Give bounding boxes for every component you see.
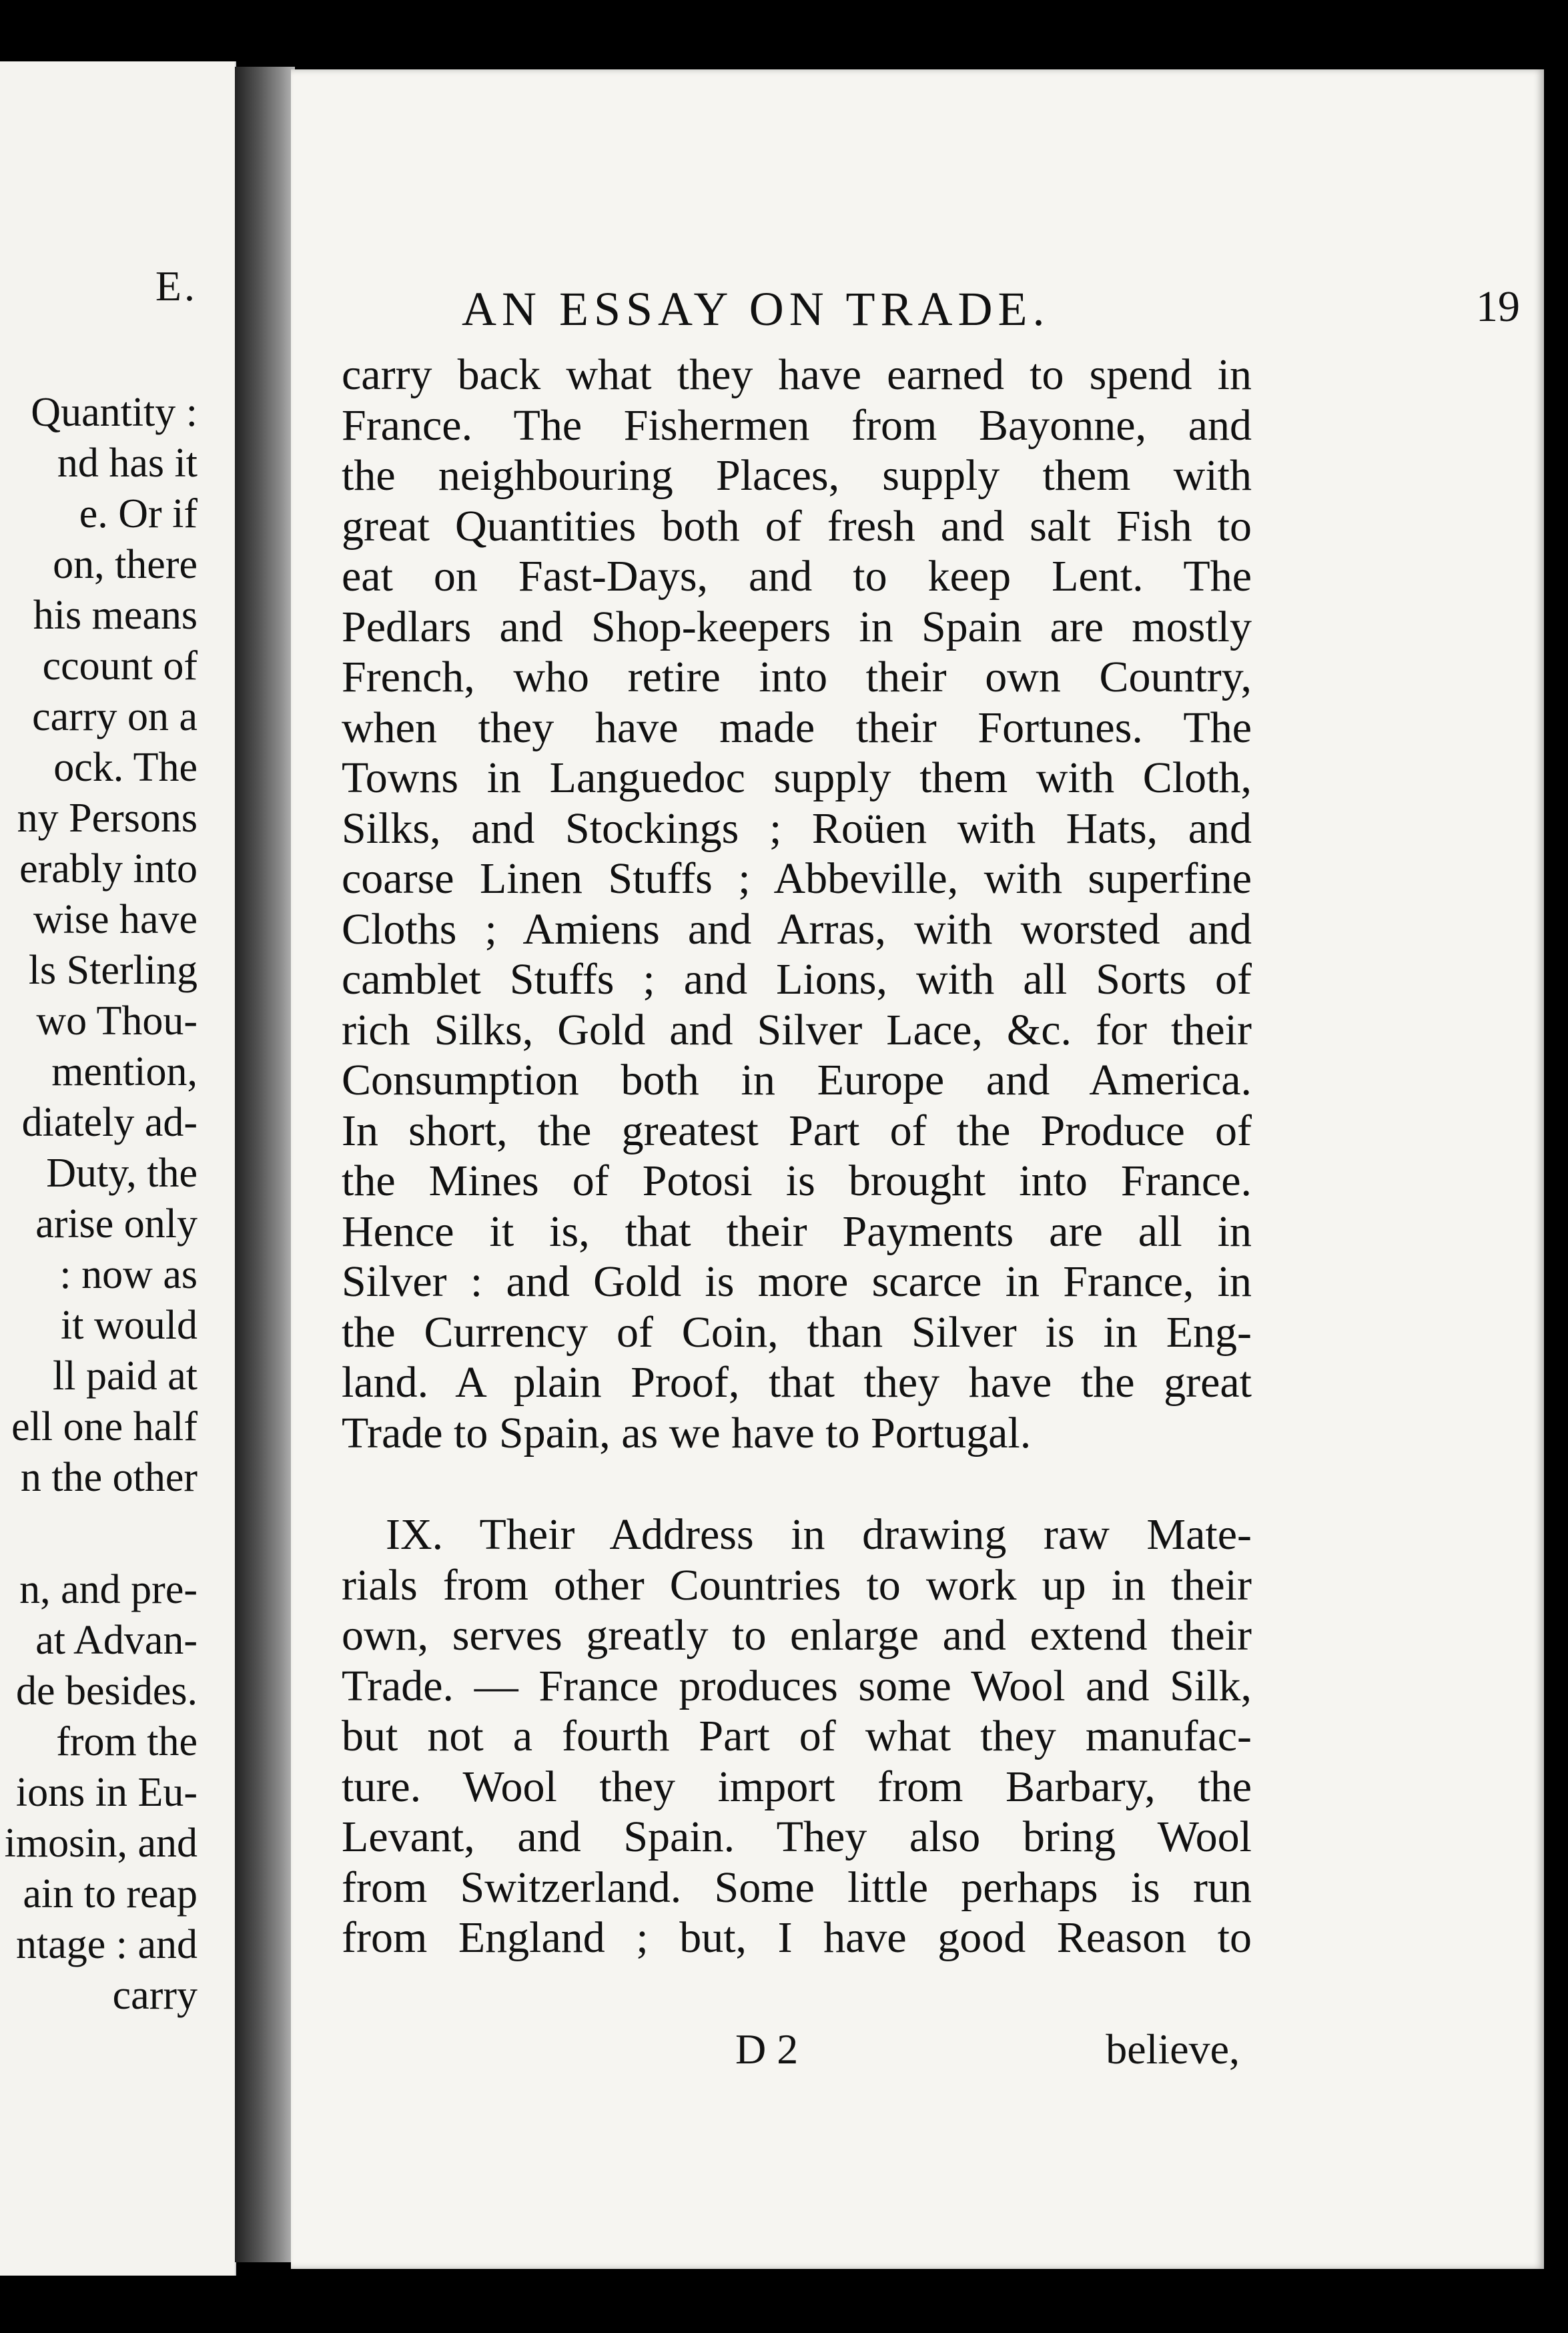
left-line: ock. The [53, 745, 198, 790]
signature-mark: D 2 [735, 2025, 799, 2073]
text-line: Trade. — France produces some Wool and Silk, [342, 1661, 1252, 1710]
left-catchword: carry [112, 1973, 198, 2018]
left-page-fragment [0, 61, 236, 2276]
text-line: Silver : and Gold is more scarce in France, in [342, 1257, 1252, 1306]
text-line: great Quantities both of fresh and salt Fish to [342, 501, 1252, 551]
left-line: diately ad- [21, 1100, 198, 1145]
text-line: Pedlars and Shop-keepers in Spain are mostly [342, 602, 1252, 651]
book-gutter [235, 67, 295, 2262]
left-line: n the other [20, 1455, 198, 1500]
text-line: Hence it is, that their Payments are all in [342, 1207, 1252, 1256]
left-line: Duty, the [46, 1150, 198, 1196]
text-line: from Switzerland. Some little perhaps is run [342, 1863, 1252, 1912]
text-line: coarse Linen Stuffs ; Abbeville, with superfine [342, 854, 1252, 903]
catchword: believe, [1106, 2025, 1240, 2073]
left-line: ls Sterling [28, 948, 198, 993]
left-line: ain to reap [23, 1871, 198, 1917]
text-line: ture. Wool they import from Barbary, the [342, 1762, 1252, 1811]
left-line: ll paid at [53, 1353, 198, 1399]
left-line: ccount of [42, 643, 198, 689]
text-line: Trade to Spain, as we have to Portugal. [342, 1408, 1032, 1457]
text-line: France. The Fishermen from Bayonne, and [342, 400, 1252, 450]
left-line: ntage : and [15, 1922, 198, 1967]
text-line: Cloths ; Amiens and Arras, with worsted and [342, 904, 1252, 954]
text-line: the neighbouring Places, supply them with [342, 451, 1252, 500]
left-line: arise only [35, 1201, 198, 1247]
left-line: his means [33, 593, 198, 638]
left-line: ions in Eu- [15, 1770, 198, 1815]
text-line: when they have made their Fortunes. The [342, 703, 1252, 752]
text-line: Levant, and Spain. They also bring Wool [342, 1812, 1252, 1861]
left-line: from the [56, 1719, 198, 1764]
left-line: on, there [53, 542, 198, 587]
body-text [342, 350, 1252, 1963]
text-line: eat on Fast-Days, and to keep Lent. The [342, 552, 1252, 601]
text-line: land. A plain Proof, that they have the great [342, 1358, 1252, 1407]
left-line: mention, [51, 1049, 198, 1094]
left-line: erably into [19, 846, 198, 892]
left-line: nd has it [57, 440, 198, 486]
left-line: wise have [33, 897, 198, 942]
text-line: but not a fourth Part of what they manufac- [342, 1712, 1252, 1760]
page-footer [342, 2025, 1252, 2078]
text-line: Consumption both in Europe and America. [342, 1056, 1252, 1104]
text-line: In short, the greatest Part of the Produce of [342, 1106, 1252, 1155]
running-title: AN ESSAY ON TRADE. [462, 282, 1050, 336]
left-text-column [0, 387, 198, 2021]
left-line: : now as [59, 1252, 198, 1297]
text-line: own, serves greatly to enlarge and extend their [342, 1611, 1252, 1660]
text-line: the Mines of Potosi is brought into France. [342, 1156, 1252, 1205]
page-header [462, 282, 1529, 342]
left-line: de besides. [15, 1668, 198, 1714]
left-line: ny Persons [17, 795, 198, 841]
text-line: carry back what they have earned to spend in [342, 350, 1252, 399]
text-line: rich Silks, Gold and Silver Lace, &c. for their [342, 1005, 1252, 1054]
page-number: 19 [1476, 282, 1520, 331]
text-line: the Currency of Coin, than Silver is in Eng- [342, 1307, 1252, 1357]
text-line: camblet Stuffs ; and Lions, with all Sorts of [342, 955, 1252, 1004]
text-line: Silks, and Stockings ; Roüen with Hats, and [342, 803, 1252, 853]
left-line: it would [61, 1303, 198, 1348]
paragraph-1 [342, 350, 1252, 1458]
left-line: n, and pre- [19, 1567, 198, 1612]
left-line: e. Or if [79, 491, 198, 537]
left-line: wo Thou- [36, 998, 198, 1044]
left-line: ell one half [11, 1404, 198, 1449]
text-line: French, who retire into their own Country, [342, 653, 1252, 701]
left-header-fragment: E. [155, 262, 198, 310]
left-line: Quantity : [31, 390, 198, 435]
right-page [291, 69, 1544, 2269]
left-line: imosin, and [4, 1820, 198, 1866]
text-line: IX. Their Address in drawing raw Mate- [386, 1510, 1252, 1559]
text-line: rials from other Countries to work up in their [342, 1560, 1252, 1610]
left-line: at Advan- [35, 1618, 198, 1663]
left-line: carry on a [32, 694, 198, 739]
text-line: Towns in Languedoc supply them with Cloth, [342, 753, 1252, 802]
paragraph-2 [342, 1510, 1252, 1963]
text-line: from England ; but, I have good Reason to [342, 1913, 1252, 1962]
